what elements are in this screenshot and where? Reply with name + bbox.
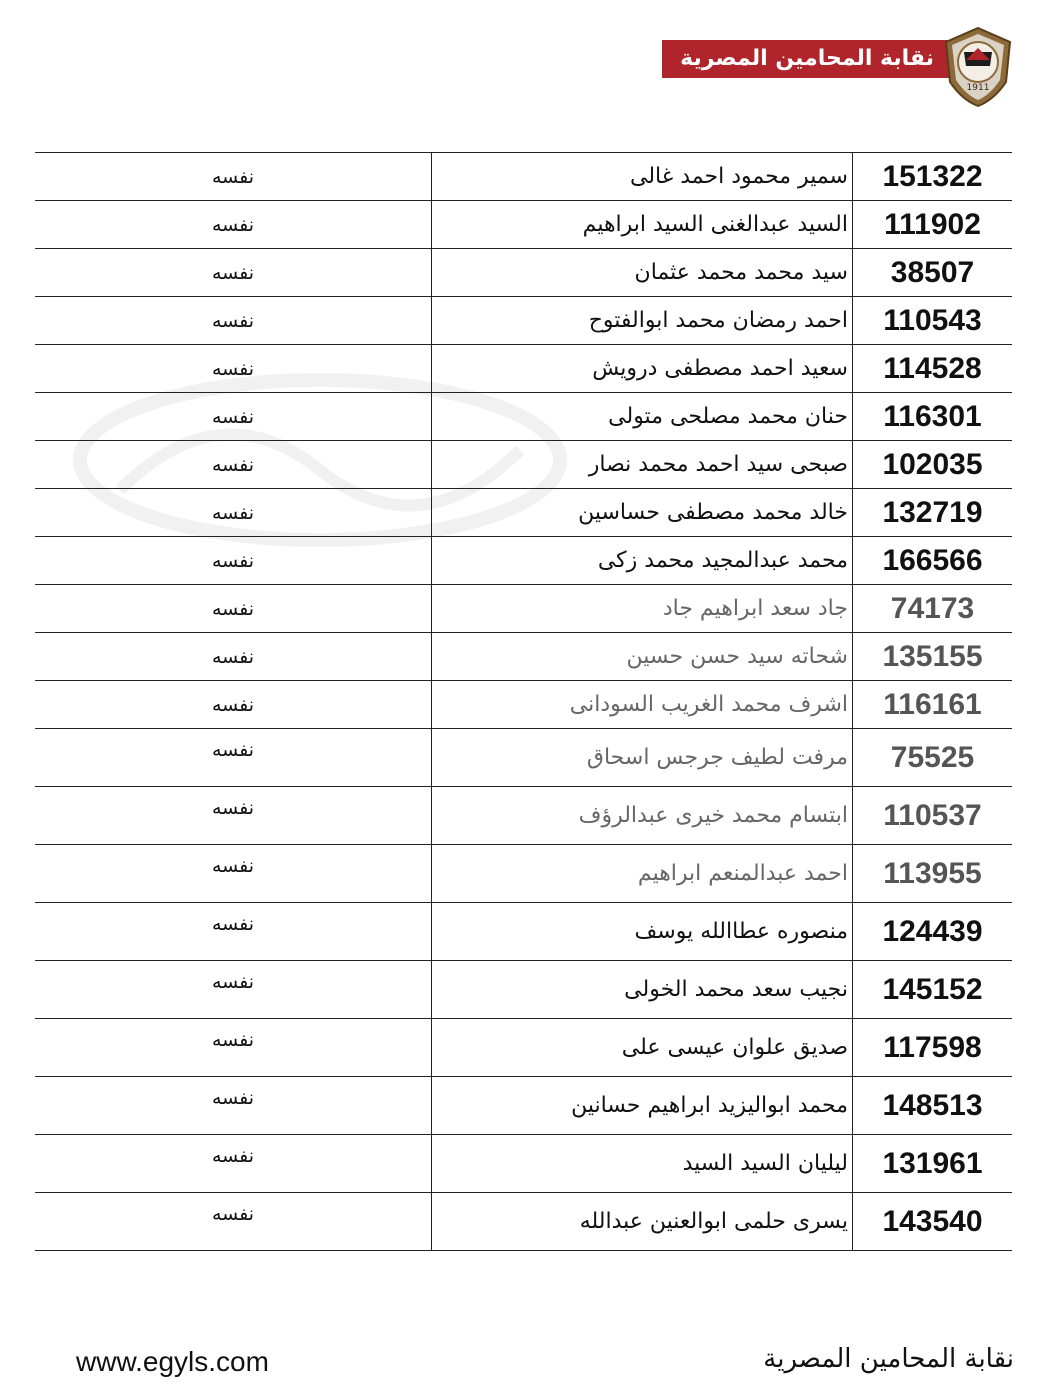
- status-cell: نفسه: [35, 441, 432, 489]
- membership-number-cell: 110543: [853, 297, 1013, 345]
- table-row: [35, 1019, 1012, 1077]
- members-table: [35, 152, 1012, 1251]
- membership-number-cell: 111902: [853, 201, 1013, 249]
- name-cell: محمد ابواليزيد ابراهيم حسانين: [432, 1077, 853, 1135]
- status-cell: نفسه: [35, 537, 432, 585]
- membership-number-cell: 145152: [853, 961, 1013, 1019]
- table-row: [35, 585, 1012, 633]
- membership-number-cell: 116301: [853, 393, 1013, 441]
- name-cell: ابتسام محمد خيرى عبدالرؤف: [432, 787, 853, 845]
- name-cell: نجيب سعد محمد الخولى: [432, 961, 853, 1019]
- table-row: [35, 1193, 1012, 1251]
- status-cell: نفسه: [35, 961, 432, 1019]
- status-cell: نفسه: [35, 345, 432, 393]
- name-cell: محمد عبدالمجيد محمد زكى: [432, 537, 853, 585]
- table-row: [35, 729, 1012, 787]
- name-cell: جاد سعد ابراهيم جاد: [432, 585, 853, 633]
- membership-number-cell: 151322: [853, 153, 1013, 201]
- status-cell: نفسه: [35, 393, 432, 441]
- name-cell: منصوره عطاالله يوسف: [432, 903, 853, 961]
- membership-number-cell: 148513: [853, 1077, 1013, 1135]
- status-cell: نفسه: [35, 729, 432, 787]
- status-cell: نفسه: [35, 1019, 432, 1077]
- table-row: [35, 845, 1012, 903]
- name-cell: السيد عبدالغنى السيد ابراهيم: [432, 201, 853, 249]
- table-row: [35, 393, 1012, 441]
- status-cell: نفسه: [35, 153, 432, 201]
- status-cell: نفسه: [35, 489, 432, 537]
- status-cell: نفسه: [35, 1193, 432, 1251]
- status-cell: نفسه: [35, 1077, 432, 1135]
- name-cell: سيد محمد محمد عثمان: [432, 249, 853, 297]
- table-row: [35, 681, 1012, 729]
- syndicate-title: نقابة المحامين المصرية: [680, 46, 934, 71]
- table-row: [35, 961, 1012, 1019]
- membership-number-cell: 38507: [853, 249, 1013, 297]
- status-cell: نفسه: [35, 845, 432, 903]
- footer-syndicate-name: نقابة المحامين المصرية: [763, 1344, 1014, 1374]
- table-row: [35, 297, 1012, 345]
- status-cell: نفسه: [35, 1135, 432, 1193]
- status-cell: نفسه: [35, 249, 432, 297]
- table-row: [35, 537, 1012, 585]
- table-row: [35, 441, 1012, 489]
- table-row: [35, 153, 1012, 201]
- header-banner: [662, 40, 950, 78]
- name-cell: ليليان السيد السيد: [432, 1135, 853, 1193]
- status-cell: نفسه: [35, 201, 432, 249]
- membership-number-cell: 110537: [853, 787, 1013, 845]
- table-row: [35, 489, 1012, 537]
- name-cell: مرفت لطيف جرجس اسحاق: [432, 729, 853, 787]
- name-cell: يسرى حلمى ابوالعنين عبدالله: [432, 1193, 853, 1251]
- membership-number-cell: 166566: [853, 537, 1013, 585]
- syndicate-logo-icon: [942, 26, 1014, 108]
- membership-number-cell: 102035: [853, 441, 1013, 489]
- membership-number-cell: 116161: [853, 681, 1013, 729]
- membership-number-cell: 135155: [853, 633, 1013, 681]
- table-row: [35, 345, 1012, 393]
- name-cell: شحاته سيد حسن حسين: [432, 633, 853, 681]
- membership-number-cell: 132719: [853, 489, 1013, 537]
- name-cell: سعيد احمد مصطفى درويش: [432, 345, 853, 393]
- name-cell: احمد رمضان محمد ابوالفتوح: [432, 297, 853, 345]
- membership-number-cell: 131961: [853, 1135, 1013, 1193]
- status-cell: نفسه: [35, 681, 432, 729]
- name-cell: حنان محمد مصلحى متولى: [432, 393, 853, 441]
- table-row: [35, 249, 1012, 297]
- table-row: [35, 903, 1012, 961]
- membership-number-cell: 74173: [853, 585, 1013, 633]
- name-cell: احمد عبدالمنعم ابراهيم: [432, 845, 853, 903]
- membership-number-cell: 124439: [853, 903, 1013, 961]
- membership-number-cell: 113955: [853, 845, 1013, 903]
- status-cell: نفسه: [35, 585, 432, 633]
- name-cell: خالد محمد مصطفى حساسين: [432, 489, 853, 537]
- name-cell: اشرف محمد الغريب السودانى: [432, 681, 853, 729]
- name-cell: صديق علوان عيسى على: [432, 1019, 853, 1077]
- table-row: [35, 633, 1012, 681]
- footer-url: www.egyls.com: [76, 1346, 269, 1377]
- name-cell: سمير محمود احمد غالى: [432, 153, 853, 201]
- name-cell: صبحى سيد احمد محمد نصار: [432, 441, 853, 489]
- membership-number-cell: 114528: [853, 345, 1013, 393]
- status-cell: نفسه: [35, 633, 432, 681]
- membership-number-cell: 143540: [853, 1193, 1013, 1251]
- status-cell: نفسه: [35, 297, 432, 345]
- status-cell: نفسه: [35, 903, 432, 961]
- table-row: [35, 787, 1012, 845]
- membership-number-cell: 75525: [853, 729, 1013, 787]
- table-row: [35, 1077, 1012, 1135]
- table-row: [35, 1135, 1012, 1193]
- status-cell: نفسه: [35, 787, 432, 845]
- svg-text:1911: 1911: [966, 83, 990, 93]
- membership-number-cell: 117598: [853, 1019, 1013, 1077]
- table-row: [35, 201, 1012, 249]
